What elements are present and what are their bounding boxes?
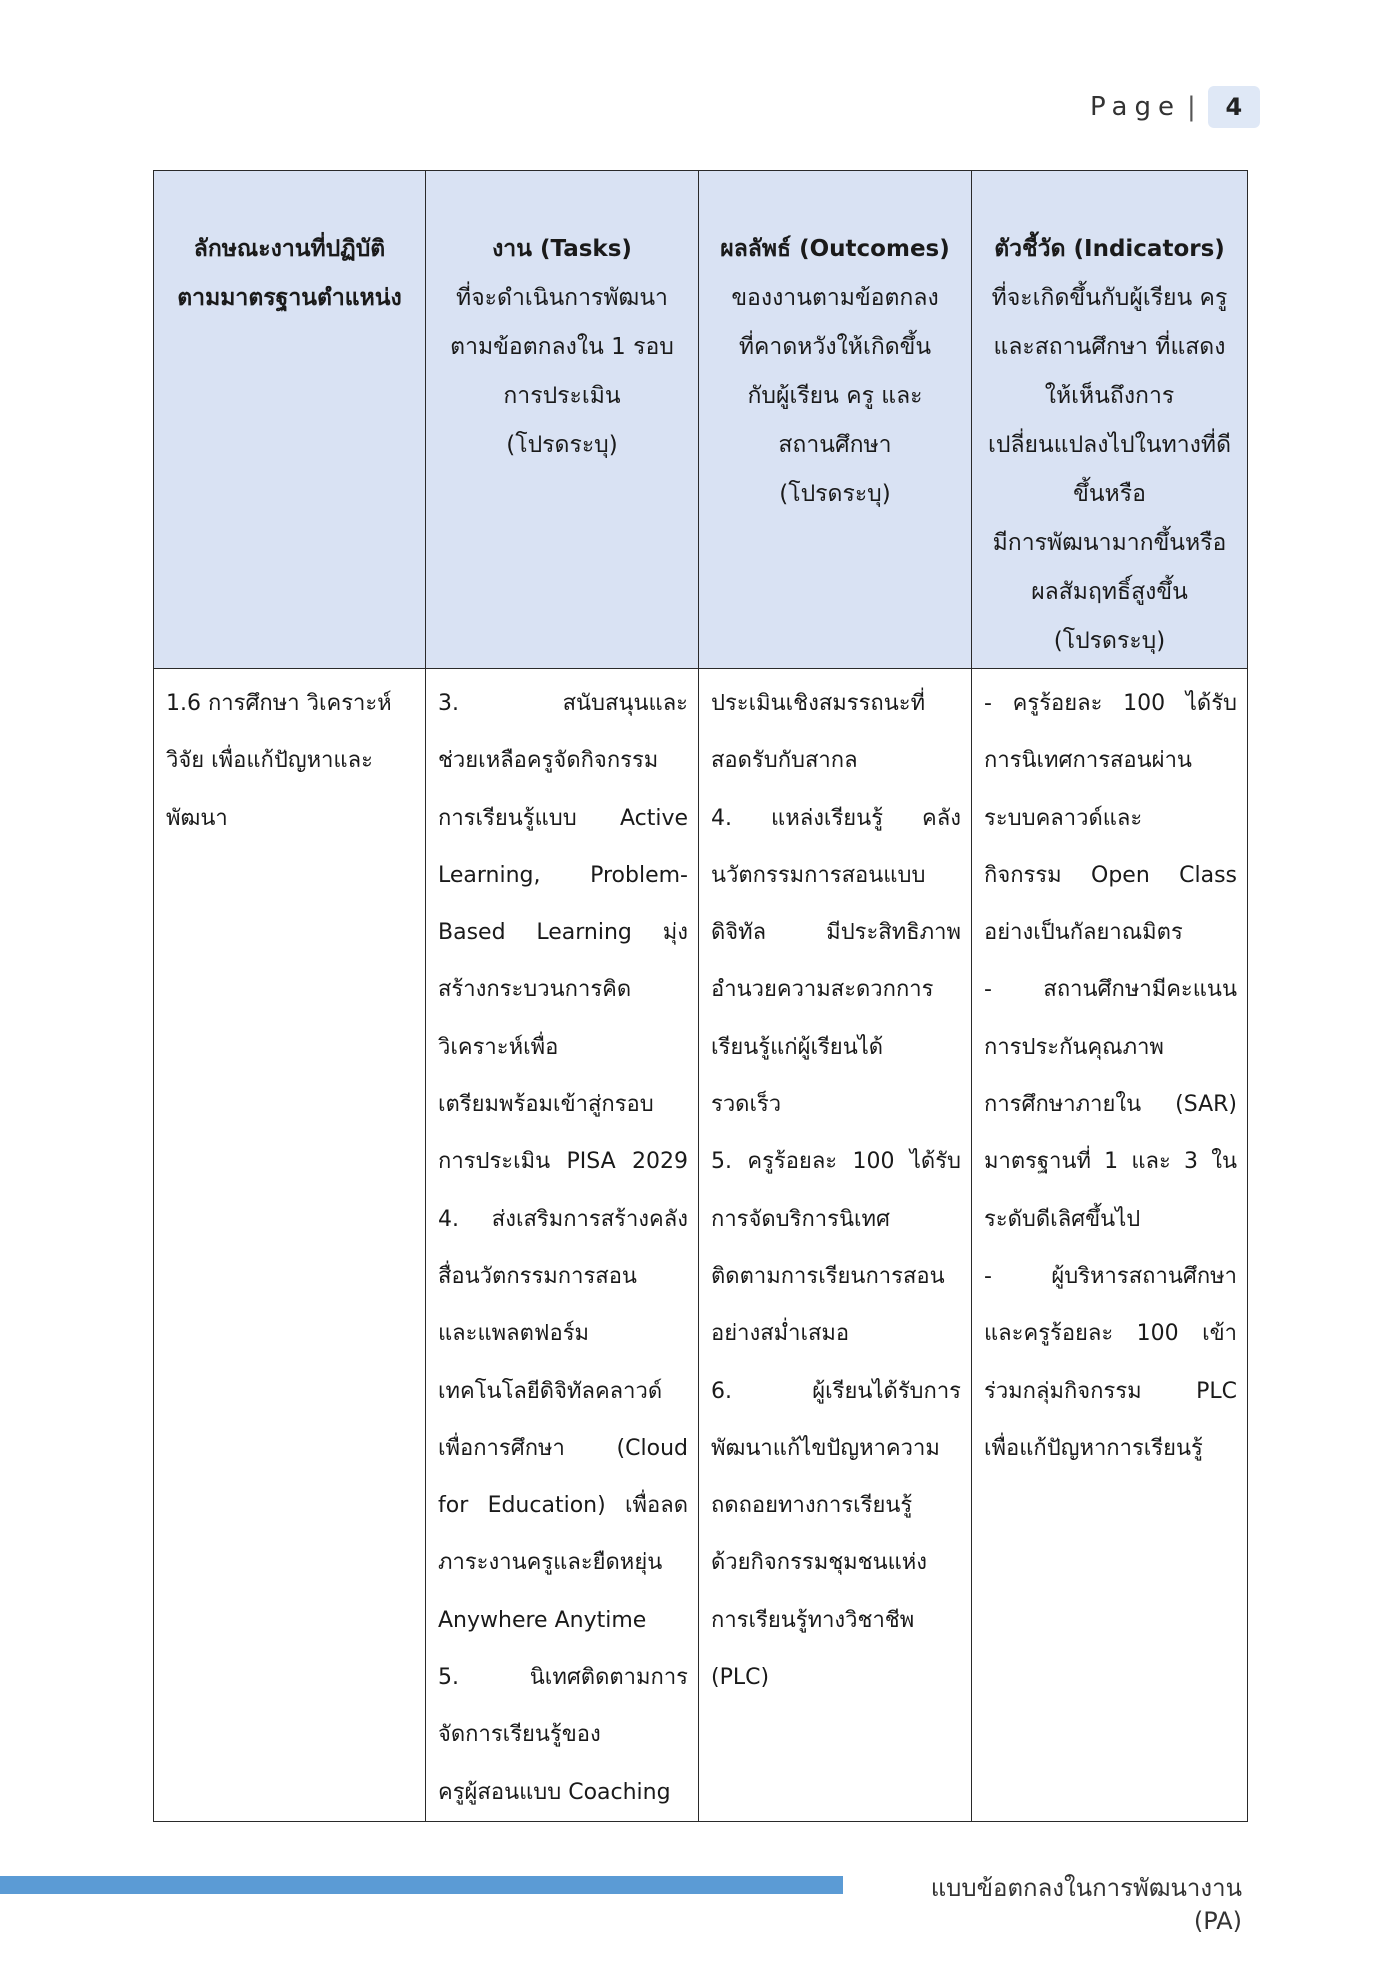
- cell-line: เรียนรู้แก่ผู้เรียนได้: [711, 1034, 884, 1060]
- header-line: ที่จะเกิดขึ้นกับผู้เรียน ครู: [991, 285, 1228, 311]
- cell-line: นวัตกรรมการสอนแบบ: [711, 862, 926, 888]
- header-line: การประเมิน: [503, 383, 621, 409]
- header-line: ให้เห็นถึงการ: [1044, 383, 1175, 409]
- cell-job-characteristics: [154, 669, 426, 1822]
- cell-line: - ผู้บริหารสถานศึกษา: [984, 1263, 1237, 1289]
- cell-line: การประกันคุณภาพ: [984, 1034, 1164, 1060]
- cell-line: ประเมินเชิงสมรรถนะที่: [711, 691, 926, 716]
- header-line: กับผู้เรียน ครู และ: [747, 383, 923, 409]
- cell-line: ระดับดีเลิศขึ้นไป: [984, 1206, 1141, 1232]
- cell-line: รวดเร็ว: [711, 1092, 782, 1118]
- cell-line: ช่วยเหลือครูจัดกิจกรรม: [438, 748, 659, 774]
- cell-line: ติดตามการเรียนการสอน: [711, 1263, 945, 1289]
- cell-indicators: [972, 669, 1248, 1822]
- page-header: [1090, 86, 1260, 128]
- cell-line: พัฒนา: [166, 805, 228, 831]
- page-number: 4: [1208, 86, 1260, 128]
- footer-accent-bar: [0, 1876, 843, 1894]
- cell-line: สื่อนวัตกรรมการสอน: [438, 1263, 637, 1289]
- cell-line: อำนวยความสะดวกการ: [711, 977, 934, 1003]
- cell-line: 1.6 การศึกษา วิเคราะห์: [166, 691, 392, 716]
- header-line: งาน (Tasks): [492, 236, 632, 262]
- cell-line: ดิจิทัล มีประสิทธิภาพ: [711, 920, 961, 946]
- header-line: สถานศึกษา: [778, 432, 892, 458]
- cell-line: 3. สนับสนุนและ: [438, 691, 688, 716]
- header-line: ตัวชี้วัด (Indicators): [994, 236, 1225, 262]
- header-line: (โปรดระบุ): [506, 432, 618, 458]
- cell-line: พัฒนาแก้ไขปัญหาความ: [711, 1435, 940, 1461]
- page-label: Page: [1090, 92, 1181, 122]
- cell-line: 5. ครูร้อยละ 100 ได้รับ: [711, 1149, 961, 1175]
- cell-line: - ครูร้อยละ 100 ได้รับ: [984, 691, 1237, 716]
- cell-line: ร่วมกลุ่มกิจกรรม PLC: [984, 1378, 1237, 1404]
- header-line: ที่คาดหวังให้เกิดขึ้น: [738, 334, 932, 360]
- cell-line: สร้างกระบวนการคิด: [438, 977, 632, 1003]
- cell-line: เตรียมพร้อมเข้าสู่กรอบ: [438, 1092, 654, 1118]
- header-line: ตามข้อตกลงใน 1 รอบ: [450, 334, 674, 360]
- cell-line: อย่างสม่ำเสมอ: [711, 1321, 850, 1347]
- cell-line: วิจัย เพื่อแก้ปัญหาและ: [166, 748, 373, 774]
- cell-line: for Education) เพื่อลด: [438, 1493, 688, 1519]
- header-line: ตามมาตรฐานตำแหน่ง: [177, 285, 402, 311]
- cell-line: และแพลตฟอร์ม: [438, 1321, 590, 1347]
- cell-line: 4. แหล่งเรียนรู้ คลัง: [711, 805, 961, 831]
- cell-tasks: [426, 669, 699, 1822]
- cell-line: 6. ผู้เรียนได้รับการ: [711, 1378, 961, 1404]
- cell-line: การประเมิน PISA 2029: [438, 1149, 688, 1175]
- header-line: ผลลัพธ์ (Outcomes): [720, 236, 950, 262]
- cell-line: การจัดบริการนิเทศ: [711, 1206, 890, 1232]
- cell-line: Learning, Problem-: [438, 862, 688, 888]
- cell-line: กิจกรรม Open Class: [984, 862, 1237, 888]
- cell-line: ระบบคลาวด์และ: [984, 805, 1143, 831]
- cell-line: ด้วยกิจกรรมชุมชนแห่ง: [711, 1550, 928, 1576]
- cell-line: มาตรฐานที่ 1 และ 3 ใน: [984, 1149, 1237, 1175]
- header-line: และสถานศึกษา ที่แสดง: [993, 334, 1226, 360]
- cell-line: สอดรับกับสากล: [711, 748, 858, 774]
- cell-line: Based Learning มุ่ง: [438, 920, 688, 946]
- cell-line: เพื่อแก้ปัญหาการเรียนรู้: [984, 1435, 1203, 1461]
- header-line: ขึ้นหรือ: [1073, 481, 1146, 507]
- header-line: มีการพัฒนามากขึ้นหรือ: [992, 530, 1227, 556]
- cell-line: Anywhere Anytime: [438, 1607, 647, 1633]
- header-line: (โปรดระบุ): [779, 481, 891, 507]
- cell-outcomes: [699, 669, 972, 1822]
- header-line: เปลี่ยนแปลงไปในทางที่ดี: [987, 432, 1232, 458]
- cell-line: การเรียนรู้ทางวิชาชีพ: [711, 1607, 915, 1633]
- cell-line: เทคโนโลยีดิจิทัลคลาวด์: [438, 1378, 663, 1404]
- header-cell-outcomes: [699, 171, 972, 669]
- cell-line: จัดการเรียนรู้ของ: [438, 1722, 601, 1748]
- cell-line: ถดถอยทางการเรียนรู้: [711, 1493, 913, 1519]
- cell-line: ครูผู้สอนแบบ Coaching: [438, 1779, 671, 1805]
- header-line: ที่จะดำเนินการพัฒนา: [456, 285, 668, 311]
- cell-line: การเรียนรู้แบบ Active: [438, 805, 688, 831]
- cell-line: - สถานศึกษามีคะแนน: [984, 977, 1237, 1003]
- cell-line: เพื่อการศึกษา (Cloud: [438, 1435, 688, 1461]
- header-line: ลักษณะงานที่ปฏิบัติ: [193, 236, 386, 262]
- cell-line: อย่างเป็นกัลยาณมิตร: [984, 920, 1183, 946]
- cell-line: (PLC): [711, 1665, 770, 1691]
- cell-line: การศึกษาภายใน (SAR): [984, 1092, 1237, 1118]
- cell-line: การนิเทศการสอนผ่าน: [984, 748, 1192, 774]
- cell-line: และครูร้อยละ 100 เข้า: [984, 1321, 1237, 1347]
- cell-line: 5. นิเทศติดตามการ: [438, 1665, 688, 1691]
- header-cell-indicators: [972, 171, 1248, 669]
- header-cell-job-characteristics: [154, 171, 426, 669]
- header-line: ผลสัมฤทธิ์สูงขึ้น: [1031, 579, 1188, 605]
- table-header-row: [154, 171, 1248, 669]
- page-separator: |: [1186, 92, 1196, 122]
- footer-document-title: แบบข้อตกลงในการพัฒนางาน (PA): [930, 1874, 1242, 1935]
- pa-agreement-table: [153, 170, 1248, 1822]
- cell-line: วิเคราะห์เพื่อ: [438, 1034, 559, 1060]
- header-line: (โปรดระบุ): [1053, 628, 1166, 654]
- cell-line: ภาระงานครูและยืดหยุ่น: [438, 1550, 663, 1576]
- table-row: [154, 669, 1248, 1822]
- header-cell-tasks: [426, 171, 699, 669]
- header-line: ของงานตามข้อตกลง: [731, 285, 939, 311]
- cell-line: 4. ส่งเสริมการสร้างคลัง: [438, 1206, 688, 1232]
